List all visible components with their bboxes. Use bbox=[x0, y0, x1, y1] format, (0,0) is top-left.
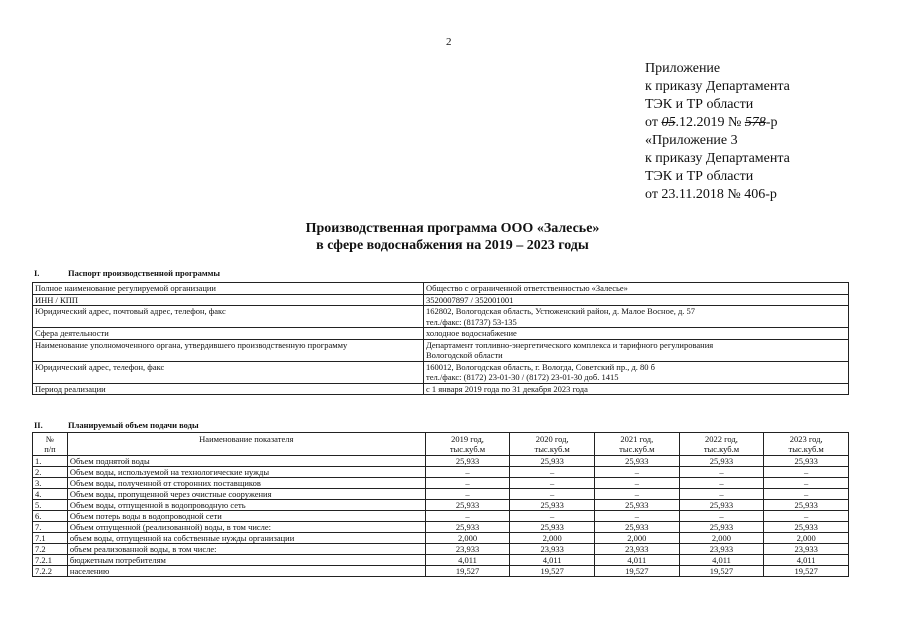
passport-value-line: 3520007897 / 352001001 bbox=[426, 294, 514, 305]
year-value: – bbox=[764, 511, 849, 522]
year-value: 25,933 bbox=[679, 456, 764, 467]
year-value: 25,933 bbox=[425, 500, 510, 511]
passport-table bbox=[32, 282, 849, 395]
year-value: 19,527 bbox=[594, 566, 679, 577]
year-value: 25,933 bbox=[764, 456, 849, 467]
passport-key: Полное наименование регулируемой организации bbox=[33, 283, 424, 295]
passport-key: Сфера деятельности bbox=[33, 328, 424, 340]
table-row bbox=[33, 500, 849, 511]
year-value: 25,933 bbox=[425, 522, 510, 533]
passport-value bbox=[424, 294, 849, 306]
year-value: 23,933 bbox=[594, 544, 679, 555]
year-value: 25,933 bbox=[425, 456, 510, 467]
year-value: 19,527 bbox=[764, 566, 849, 577]
year-value: 4,011 bbox=[594, 555, 679, 566]
passport-value bbox=[424, 383, 849, 395]
passport-value-line: тел./факс: (8172) 23-01-30 / (8172) 23-01-30 доб. 1415 bbox=[426, 372, 619, 382]
passport-row bbox=[33, 339, 849, 361]
indicator-name: Объем воды, пропущенной через очистные сооружения bbox=[67, 489, 425, 500]
table-row bbox=[33, 555, 849, 566]
table-row bbox=[33, 511, 849, 522]
header-year: 2023 год, тыс.куб.м bbox=[764, 433, 849, 456]
appendix-line: «Приложение 3 bbox=[645, 133, 738, 148]
passport-row bbox=[33, 306, 849, 328]
passport-value bbox=[424, 361, 849, 383]
year-value: – bbox=[425, 467, 510, 478]
passport-row bbox=[33, 383, 849, 395]
passport-value-line: 160012, Вологодская область, г. Вологда, Советский пр., д. 80 б bbox=[426, 361, 656, 372]
passport-key: ИНН / КПП bbox=[33, 294, 424, 306]
page-number: 2 bbox=[446, 36, 452, 48]
header-year: 2022 год, тыс.куб.м bbox=[679, 433, 764, 456]
year-value: – bbox=[510, 489, 595, 500]
year-value: 25,933 bbox=[510, 500, 595, 511]
appendix-order-date bbox=[645, 114, 790, 132]
date-rest: .12.2019 № bbox=[675, 115, 742, 130]
passport-value-line: Вологодской области bbox=[426, 350, 503, 360]
indicator-name: объем реализованной воды, в том числе: bbox=[67, 544, 425, 555]
header-num: № п/п bbox=[33, 433, 68, 456]
year-value: – bbox=[764, 467, 849, 478]
header-indicator-name: Наименование показателя bbox=[67, 433, 425, 456]
year-value: 25,933 bbox=[510, 522, 595, 533]
year-value: – bbox=[679, 467, 764, 478]
appendix-line: ТЭК и ТР области bbox=[645, 169, 754, 184]
document-title bbox=[0, 220, 905, 254]
header-year: 2021 год, тыс.куб.м bbox=[594, 433, 679, 456]
table-row bbox=[33, 566, 849, 577]
row-number: 7.1 bbox=[33, 533, 68, 544]
year-value: – bbox=[510, 478, 595, 489]
passport-value-line: холодное водоснабжение bbox=[426, 328, 517, 338]
indicator-name: объем воды, отпущенной на собственные нужды организации bbox=[67, 533, 425, 544]
year-value: 4,011 bbox=[679, 555, 764, 566]
row-number: 3. bbox=[33, 478, 68, 489]
year-value: 25,933 bbox=[764, 500, 849, 511]
table-row bbox=[33, 522, 849, 533]
indicator-name: Объем воды, отпущенной в водопроводную сеть bbox=[67, 500, 425, 511]
order-suffix: -р bbox=[765, 115, 778, 130]
header-year: 2019 год, тыс.куб.м bbox=[425, 433, 510, 456]
appendix-line: к приказу Департамента bbox=[645, 151, 790, 166]
passport-key: Период реализации bbox=[33, 383, 424, 395]
year-value: – bbox=[594, 511, 679, 522]
indicator-name: Объем потерь воды в водопроводной сети bbox=[67, 511, 425, 522]
table-row bbox=[33, 533, 849, 544]
year-value: – bbox=[679, 478, 764, 489]
indicator-name: Объем воды, полученной от сторонних поставщиков bbox=[67, 478, 425, 489]
year-value: 19,527 bbox=[679, 566, 764, 577]
year-value: 4,011 bbox=[764, 555, 849, 566]
year-value: 2,000 bbox=[425, 533, 510, 544]
section-1-heading bbox=[34, 268, 220, 278]
handwritten-order-number: 578 bbox=[744, 115, 766, 130]
table-row bbox=[33, 544, 849, 555]
year-value: – bbox=[594, 467, 679, 478]
year-value: 2,000 bbox=[594, 533, 679, 544]
year-value: 23,933 bbox=[679, 544, 764, 555]
table-header-row bbox=[33, 433, 849, 456]
year-value: 25,933 bbox=[764, 522, 849, 533]
table-row bbox=[33, 478, 849, 489]
year-value: – bbox=[425, 478, 510, 489]
row-number: 7.2.2 bbox=[33, 566, 68, 577]
year-value: – bbox=[764, 489, 849, 500]
indicator-name: Объем отпущенной (реализованной) воды, в том числе: bbox=[67, 522, 425, 533]
passport-value bbox=[424, 339, 849, 361]
section-title: Паспорт производственной программы bbox=[68, 268, 221, 278]
passport-row bbox=[33, 328, 849, 340]
passport-value-line: Общество с ограниченной ответственностью «Залесье» bbox=[426, 283, 628, 293]
passport-value-line: тел./факс: (81737) 53-135 bbox=[426, 316, 517, 327]
section-title: Планируемый объем подачи воды bbox=[68, 420, 199, 430]
passport-row bbox=[33, 361, 849, 383]
year-value: – bbox=[594, 489, 679, 500]
row-number: 7. bbox=[33, 522, 68, 533]
indicator-name: Объем воды, используемой на технологические нужды bbox=[67, 467, 425, 478]
section-number: I. bbox=[34, 268, 40, 278]
year-value: 23,933 bbox=[510, 544, 595, 555]
row-number: 7.2 bbox=[33, 544, 68, 555]
date-prefix: от bbox=[645, 115, 658, 130]
indicator-name: населению bbox=[67, 566, 425, 577]
passport-value bbox=[424, 283, 849, 295]
title-line-2: в сфере водоснабжения на 2019 – 2023 годы bbox=[316, 238, 589, 253]
water-volume-table bbox=[32, 432, 849, 577]
passport-key: Юридический адрес, почтовый адрес, телефон, факс bbox=[33, 306, 424, 328]
passport-value bbox=[424, 306, 849, 328]
year-value: 25,933 bbox=[679, 500, 764, 511]
passport-key: Наименование уполномоченного органа, утвердившего производственную программу bbox=[33, 339, 424, 361]
appendix-block bbox=[645, 60, 790, 204]
table-row bbox=[33, 489, 849, 500]
row-number: 7.2.1 bbox=[33, 555, 68, 566]
year-value: 25,933 bbox=[594, 500, 679, 511]
handwritten-day: 05 bbox=[661, 115, 676, 130]
year-value: – bbox=[510, 467, 595, 478]
year-value: 19,527 bbox=[425, 566, 510, 577]
title-line-1: Производственная программа ООО «Залесье» bbox=[305, 221, 600, 236]
passport-row bbox=[33, 294, 849, 306]
year-value: 19,527 bbox=[510, 566, 595, 577]
year-value: 25,933 bbox=[594, 522, 679, 533]
passport-row bbox=[33, 283, 849, 295]
section-2-heading bbox=[34, 420, 199, 430]
passport-value bbox=[424, 328, 849, 340]
indicator-name: Объем поднятой воды bbox=[67, 456, 425, 467]
passport-value-line: с 1 января 2019 года по 31 декабря 2023 года bbox=[426, 383, 588, 394]
year-value: – bbox=[510, 511, 595, 522]
year-value: – bbox=[594, 478, 679, 489]
row-number: 1. bbox=[33, 456, 68, 467]
appendix-line: к приказу Департамента bbox=[645, 79, 790, 94]
row-number: 5. bbox=[33, 500, 68, 511]
year-value: – bbox=[764, 478, 849, 489]
row-number: 6. bbox=[33, 511, 68, 522]
year-value: – bbox=[425, 511, 510, 522]
appendix-line: Приложение bbox=[645, 61, 721, 76]
passport-value-line: 162802, Вологодская область, Устюженский район, д. Малое Восное, д. 57 bbox=[426, 306, 696, 316]
appendix-line: ТЭК и ТР области bbox=[645, 97, 754, 112]
year-value: 4,011 bbox=[425, 555, 510, 566]
year-value: – bbox=[425, 489, 510, 500]
year-value: – bbox=[679, 511, 764, 522]
year-value: 23,933 bbox=[425, 544, 510, 555]
indicator-name: бюджетным потребителям bbox=[67, 555, 425, 566]
year-value: 4,011 bbox=[510, 555, 595, 566]
year-value: 25,933 bbox=[679, 522, 764, 533]
year-value: – bbox=[679, 489, 764, 500]
row-number: 2. bbox=[33, 467, 68, 478]
section-number: II. bbox=[34, 420, 43, 430]
table-row bbox=[33, 467, 849, 478]
year-value: 25,933 bbox=[594, 456, 679, 467]
year-value: 23,933 bbox=[764, 544, 849, 555]
table-row bbox=[33, 456, 849, 467]
year-value: 25,933 bbox=[510, 456, 595, 467]
row-number: 4. bbox=[33, 489, 68, 500]
year-value: 2,000 bbox=[679, 533, 764, 544]
year-value: 2,000 bbox=[764, 533, 849, 544]
passport-key: Юридический адрес, телефон, факс bbox=[33, 361, 424, 383]
passport-value-line: Департамент топливно-энергетического комплекса и тарифного регулирования bbox=[426, 339, 714, 350]
year-value: 2,000 bbox=[510, 533, 595, 544]
header-year: 2020 год, тыс.куб.м bbox=[510, 433, 595, 456]
appendix-line: от 23.11.2018 № 406-р bbox=[645, 187, 777, 202]
